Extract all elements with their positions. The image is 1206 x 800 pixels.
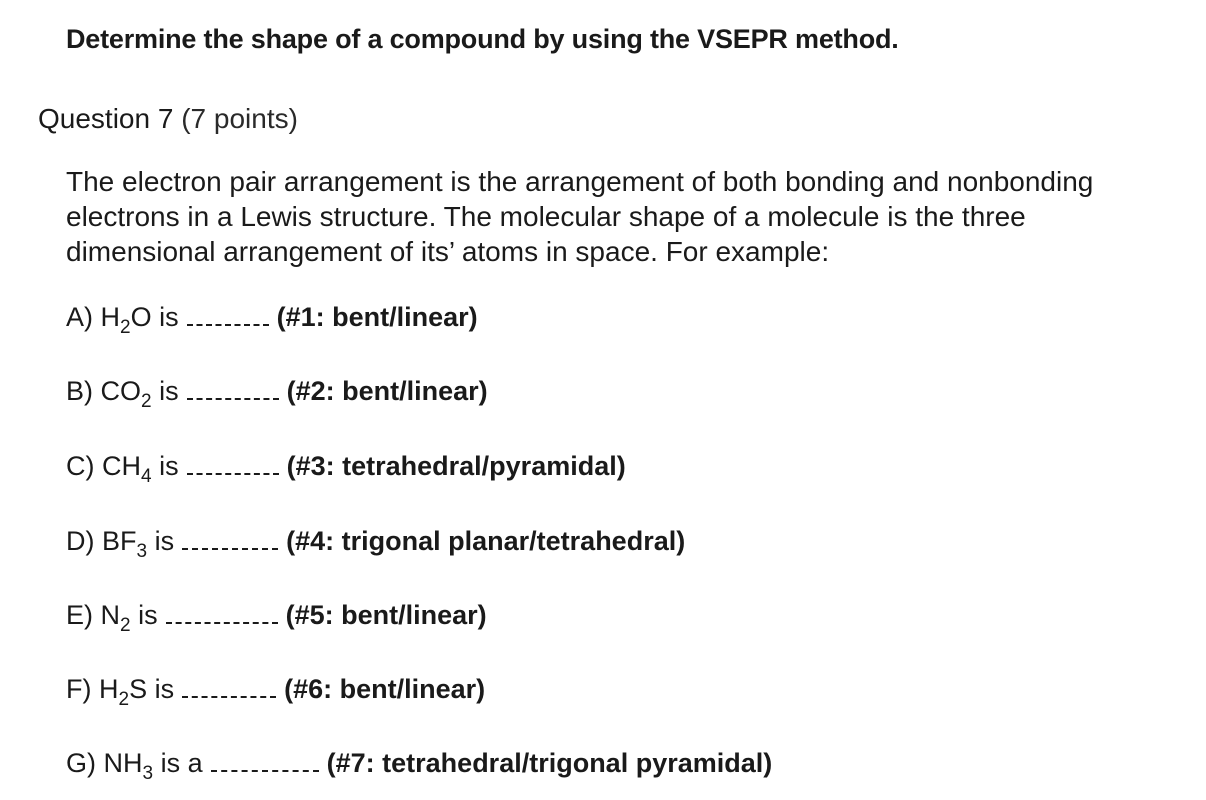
item-letter: A): [66, 302, 93, 332]
answer-blank[interactable]: [187, 398, 279, 400]
answer-blank[interactable]: [187, 324, 269, 326]
question-item-g: [66, 748, 773, 784]
question-item-f: [66, 674, 486, 710]
item-verb: is: [138, 600, 158, 630]
answer-blank[interactable]: [166, 622, 278, 624]
item-verb: is: [159, 451, 179, 481]
answer-blank[interactable]: [182, 548, 278, 550]
item-verb: is: [159, 302, 179, 332]
item-formula: $CO_2$: [100, 376, 152, 412]
item-formula: $NH_3$: [103, 748, 154, 784]
intro-line: dimensional arrangement of its’ atoms in space. For example:: [66, 236, 830, 267]
item-letter: C): [66, 451, 95, 481]
item-hint: (#2: bent/linear): [286, 376, 488, 406]
item-letter: D): [66, 526, 95, 556]
item-hint: (#6: bent/linear): [284, 674, 486, 704]
page-heading: Determine the shape of a compound by using the VSEPR method.: [66, 24, 899, 54]
item-hint: (#1: bent/linear): [276, 302, 478, 332]
item-verb: is: [154, 526, 175, 556]
item-hint: (#5: bent/linear): [285, 600, 487, 630]
question-item-b: [66, 376, 488, 412]
item-formula: $H_2O$: [100, 302, 152, 338]
item-verb: is a: [160, 748, 203, 778]
question-intro: [66, 164, 1196, 269]
item-verb: is: [159, 376, 179, 406]
question-item-d: [66, 526, 686, 562]
question-title: [38, 103, 298, 135]
item-formula: $BF_3$: [102, 526, 148, 562]
intro-line: electrons in a Lewis structure. The molecular shape of a molecule is the three: [66, 201, 1026, 232]
item-hint: (#4: trigonal planar/tetrahedral): [286, 526, 686, 556]
intro-line: The electron pair arrangement is the arrangement of both bonding and nonbonding: [66, 166, 1094, 197]
question-item-e: [66, 600, 487, 636]
item-formula: $N_2$: [100, 600, 131, 636]
question-item-c: [66, 451, 626, 487]
item-letter: E): [66, 600, 93, 630]
item-letter: B): [66, 376, 93, 406]
item-letter: G): [66, 748, 96, 778]
item-formula: $H_2S$: [99, 674, 148, 710]
item-hint: (#7: tetrahedral/trigonal pyramidal): [326, 748, 773, 778]
answer-blank[interactable]: [187, 473, 279, 475]
question-item-a: [66, 302, 478, 338]
answer-blank[interactable]: [211, 770, 319, 772]
item-letter: F): [66, 674, 92, 704]
question-points: (7 points): [181, 103, 298, 134]
question-number: Question 7: [38, 103, 174, 134]
item-formula: $CH_4$: [102, 451, 152, 487]
answer-blank[interactable]: [182, 696, 276, 698]
item-verb: is: [154, 674, 175, 704]
item-hint: (#3: tetrahedral/pyramidal): [286, 451, 626, 481]
